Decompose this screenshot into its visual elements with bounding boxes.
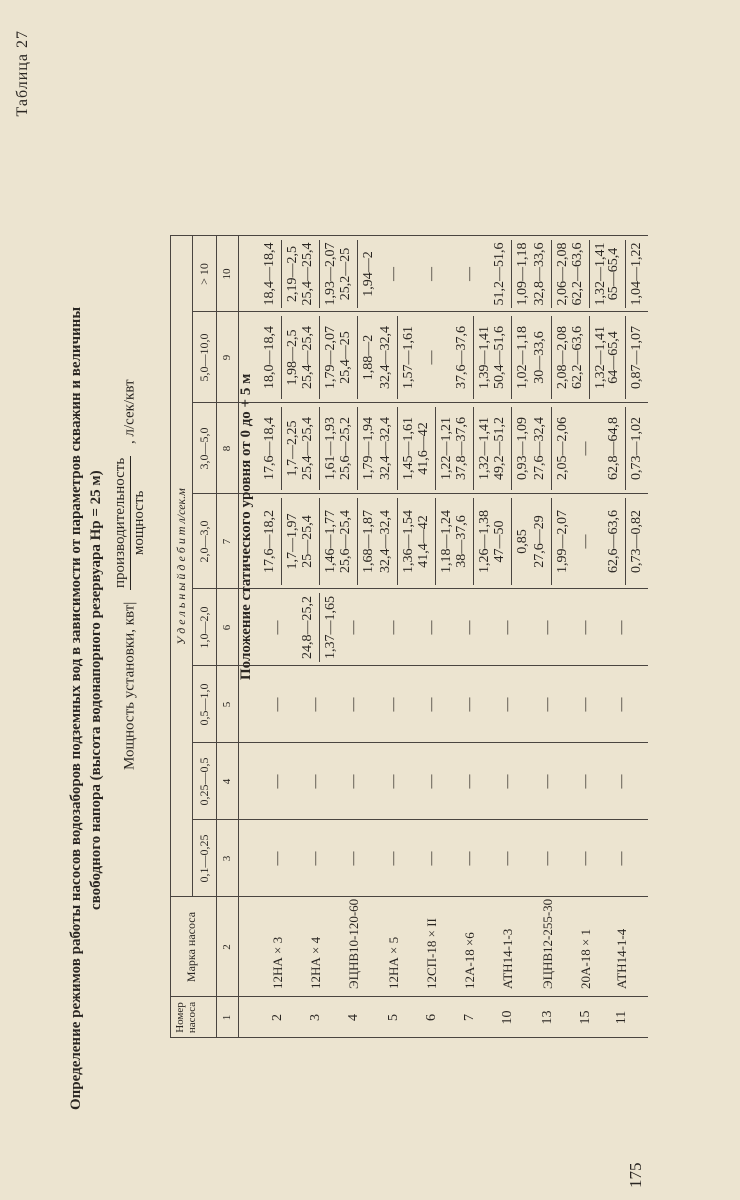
cell-ratio-range: 1,61—1,93 (323, 417, 338, 480)
header-pump-number: Номер насоса (174, 1001, 198, 1034)
cell-ratio-range: 1,79—1,94 (361, 417, 376, 480)
table-cell-dash: — (346, 620, 361, 635)
table-cell-fraction (300, 593, 339, 662)
cell-capacity-range: 25,4—25,4 (300, 316, 320, 399)
table-cell-dash: — (462, 267, 477, 281)
cell-capacity-range: 27,6—29 (532, 498, 552, 585)
table-cell-fraction (606, 316, 645, 399)
cell-capacity-range: 32,4—32,4 (378, 407, 398, 490)
table-cell-dash: — (500, 774, 515, 789)
header-range: > 10 (197, 263, 211, 285)
cell-ratio-range: 1,36—1,54 (401, 510, 416, 573)
row-pump-number: 13 (540, 1010, 555, 1025)
cell-ratio-range: 2,05—2,06 (555, 417, 570, 480)
cell-ratio-range: 0,73—0,82 (629, 510, 644, 573)
table-cell-dash: — (614, 620, 629, 635)
cell-capacity-range: 65—65,4 (606, 240, 626, 308)
table-cell-fraction (416, 498, 455, 585)
cell-capacity-range: 27,6—32,4 (532, 407, 552, 490)
cell-ratio-range: 1,7—1,97 (285, 513, 300, 570)
row-pump-number: 2 (270, 1014, 285, 1021)
row-pump-brand: 12НА × 3 (270, 936, 285, 989)
table-cell-fraction (532, 407, 571, 490)
table-cell-dash: — (424, 350, 439, 365)
table-cell-fraction (262, 498, 301, 585)
table-label: Таблица 27 (14, 30, 31, 117)
formula-denominator: мощность (131, 490, 147, 556)
table-cell-fraction (338, 498, 377, 585)
table-cell-fraction (454, 407, 493, 490)
formula-fraction (112, 456, 148, 590)
table-cell-dash: — (614, 774, 629, 789)
table-cell-dash: — (424, 697, 439, 712)
header-column-number: 1 (221, 1014, 233, 1021)
group-header-rule (192, 236, 193, 897)
table-cell-dash: — (578, 697, 593, 712)
table-cell-dash: — (462, 620, 477, 635)
cell-ratio-range: 1,68—1,87 (361, 510, 376, 573)
column-rule (170, 1037, 648, 1038)
header-column-number: 7 (221, 538, 233, 545)
cell-ratio-range: 1,22—1,21 (439, 417, 454, 480)
cell-capacity-range: 25,6—25,4 (338, 498, 358, 585)
table-cell-dash: — (578, 534, 593, 549)
cell-capacity-range: 32,4—32,4 (378, 498, 398, 585)
table-cell-dash: — (500, 851, 515, 866)
table-cell-fraction (606, 498, 645, 585)
cell-ratio-range: 1,57—1,61 (401, 326, 416, 389)
cell-ratio-range: 2,19—2,5 (285, 246, 300, 302)
column-rule (170, 896, 648, 897)
cell-capacity-range: 17,6—18,4 (262, 407, 282, 490)
table-cell-dash: — (386, 267, 401, 281)
cell-capacity-range: 64—65,4 (606, 316, 626, 399)
table-cell-dash: — (270, 774, 285, 789)
table-cell-fraction (378, 407, 417, 490)
table-cell-dash: — (424, 267, 439, 281)
table-cell-dash: — (386, 620, 401, 635)
header-column-number: 3 (221, 855, 233, 862)
cell-ratio-range: 1,18—1,24 (439, 510, 454, 573)
header-range: 0,5—1,0 (197, 683, 211, 726)
table-cell-dash: — (614, 697, 629, 712)
header-range: 0,1—0,25 (197, 834, 211, 883)
header-pump-brand: Марка насоса (184, 911, 198, 983)
cell-capacity-range: 25,4—25,4 (300, 407, 320, 490)
cell-ratio-range: 1,7—2,25 (285, 420, 300, 477)
row-pump-number: 4 (346, 1014, 361, 1021)
header-column-number: 4 (221, 778, 233, 785)
header-group-specific-yield: У д е л ь н ы й д е б и т л/сек.м (174, 488, 188, 645)
cell-ratio-range: 1,99—2,07 (555, 510, 570, 573)
table-cell-dash: — (308, 774, 323, 789)
cell-ratio-range: 0,93—1,09 (515, 417, 530, 480)
table-title-line-1: Определение режимов работы насосов водозаборов подземных вод в зависимости от параметров скважин и величины (68, 306, 84, 1110)
table-cell-fraction (492, 316, 531, 399)
table-cell-dash: — (270, 851, 285, 866)
table-cell-fraction (454, 316, 493, 399)
table-cell-dash: — (578, 441, 593, 456)
cell-capacity-range: 25,6—25,2 (338, 407, 358, 490)
cell-ratio-range: 1,98—2,5 (285, 329, 300, 386)
cell-ratio-range: 1,37—1,65 (323, 596, 338, 659)
cell-ratio-range: 2,08—2,08 (555, 326, 570, 389)
table-cell-fraction (262, 240, 301, 308)
cell-capacity-range: 25—25,4 (300, 498, 320, 585)
cell-ratio-range: 0,73—1,02 (629, 417, 644, 480)
table-cell-dash: — (386, 851, 401, 866)
cell-capacity-range: 41,6—42 (416, 407, 436, 490)
header-column-number: 9 (221, 354, 233, 361)
cell-capacity-range: 18,0—18,4 (262, 316, 282, 399)
cell-capacity-range: 37,6—37,6 (454, 316, 474, 399)
table-cell-dash: — (386, 697, 401, 712)
table-cell-dash: — (462, 697, 477, 712)
cell-capacity-range: 47—50 (492, 498, 512, 585)
table-cell-fraction (300, 316, 339, 399)
table-cell-dash: — (540, 851, 555, 866)
row-pump-brand: 20А-18 × 1 (578, 928, 593, 989)
table-cell-dash: — (386, 774, 401, 789)
page-number: 175 (626, 1162, 645, 1188)
cell-capacity-range: 38—37,6 (454, 498, 474, 585)
range-header-rule (216, 236, 217, 1038)
table-cell-dash: — (614, 851, 629, 866)
table-cell-fraction (378, 498, 417, 585)
table-cell-fraction (606, 240, 645, 308)
table-title-line-2: свободного напора (высота водонапорного резервуара Hр = 25 м) (88, 470, 104, 910)
cell-ratio-range: 2,06—2,08 (555, 242, 570, 306)
header-column-number: 8 (221, 445, 233, 452)
cell-capacity-range: 62,6—63,6 (606, 498, 626, 585)
table-cell-dash: — (462, 774, 477, 789)
column-rule (170, 996, 648, 997)
header-column-number: 6 (221, 624, 233, 631)
cell-capacity-range: 30—33,6 (532, 316, 552, 399)
section-title: Положение статического уровня от 0 до + 5 м (238, 373, 254, 680)
row-pump-number: 15 (578, 1010, 593, 1025)
table-cell-dash: — (270, 697, 285, 712)
table-cell-fraction (570, 240, 609, 308)
formula (112, 379, 148, 770)
row-pump-number: 10 (500, 1010, 515, 1025)
formula-prefix: Мощность установки, квт| (121, 601, 138, 770)
cell-capacity-range: 62,2—63,6 (570, 316, 590, 399)
cell-capacity-range: 32,4—32,4 (378, 316, 398, 399)
table-cell-fraction (570, 316, 609, 399)
cell-ratio-range: 1,88—2 (361, 334, 376, 381)
table-cell-dash: — (346, 774, 361, 789)
row-pump-brand: АТН14-1-3 (500, 928, 515, 989)
cell-capacity-range: 51,2—51,6 (492, 240, 512, 308)
cell-ratio-range: 0,87—1,07 (629, 326, 644, 389)
header-column-number: 10 (221, 268, 233, 280)
header-column-number: 2 (221, 944, 233, 950)
table-cell-dash: — (578, 774, 593, 789)
cell-capacity-range: 25,2—25 (338, 240, 358, 308)
table-cell-dash: — (462, 851, 477, 866)
table-cell-dash: — (346, 697, 361, 712)
table-cell-fraction (492, 498, 531, 585)
table-cell-fraction (300, 407, 339, 490)
table-cell-dash: — (578, 620, 593, 635)
table-cell-fraction (532, 240, 571, 308)
table-cell-dash: — (424, 620, 439, 635)
table-cell-fraction (454, 498, 493, 585)
row-pump-number: 5 (386, 1014, 401, 1021)
table-cell-fraction (300, 498, 339, 585)
row-pump-brand: АТН14-1-4 (614, 928, 629, 989)
cell-capacity-range: 32,8—33,6 (532, 240, 552, 308)
cell-ratio-range: 1,04—1,22 (629, 242, 644, 306)
header-range: 0,25—0,5 (197, 757, 211, 806)
column-rule (170, 235, 648, 236)
table-cell-fraction (338, 240, 377, 308)
table-top-rule (170, 236, 171, 1038)
cell-ratio-range: 1,32—1,41 (477, 417, 492, 480)
cell-capacity-range: 37,8—37,6 (454, 407, 474, 490)
table-cell-fraction (492, 407, 531, 490)
table-cell-dash: — (540, 620, 555, 635)
row-pump-number: 7 (462, 1014, 477, 1021)
cell-capacity-range: 41,4—42 (416, 498, 436, 585)
cell-ratio-range: 1,02—1,18 (515, 326, 530, 389)
row-pump-brand: ЭЦНВ10-120-60 (346, 898, 361, 989)
table-cell-dash: — (540, 697, 555, 712)
cell-ratio-range: 1,45—1,61 (401, 417, 416, 480)
row-pump-brand: 12НА × 5 (386, 936, 401, 989)
cell-ratio-range: 1,94—2 (361, 251, 376, 297)
table-cell-fraction (416, 407, 455, 490)
cell-ratio-range: 1,09—1,18 (515, 242, 530, 306)
cell-ratio-range: 1,46—1,77 (323, 510, 338, 573)
table-cell-dash: — (578, 851, 593, 866)
cell-ratio-range: 0,85 (515, 529, 530, 554)
row-pump-brand: 12А-18 ×6 (462, 932, 477, 989)
formula-suffix: , л/сек/квт (121, 379, 138, 445)
header-range: 2,0—3,0 (197, 520, 211, 563)
row-pump-brand: ЭЦНВ12-255-30 (540, 898, 555, 989)
cell-capacity-range: 62,2—63,6 (570, 240, 590, 308)
cell-ratio-range: 1,93—2,07 (323, 242, 338, 306)
table-cell-fraction (338, 316, 377, 399)
cell-capacity-range: 25,4—25,4 (300, 240, 320, 308)
row-pump-number: 11 (614, 1010, 629, 1025)
row-pump-number: 3 (308, 1014, 323, 1021)
cell-capacity-range: 49,2—51,2 (492, 407, 512, 490)
row-pump-brand: 12СП-18 × II (424, 918, 439, 989)
table-cell-fraction (532, 316, 571, 399)
table-cell-dash: — (500, 697, 515, 712)
table-cell-fraction (378, 316, 417, 399)
table-cell-fraction (262, 407, 301, 490)
table-cell-dash: — (500, 620, 515, 635)
row-pump-number: 6 (424, 1014, 439, 1021)
table-cell-dash: — (308, 851, 323, 866)
header-range: 3,0—5,0 (197, 427, 211, 470)
table-cell-dash: — (270, 620, 285, 635)
cell-ratio-range: 1,79—2,07 (323, 326, 338, 389)
header-range: 1,0—2,0 (197, 606, 211, 649)
header-range: 5,0—10,0 (197, 333, 211, 382)
cell-capacity-range: 50,4—51,6 (492, 316, 512, 399)
cell-ratio-range: 1,39—1,41 (477, 326, 492, 389)
cell-ratio-range: 1,32—1,41 (593, 326, 608, 389)
table-cell-dash: — (424, 774, 439, 789)
cell-ratio-range: 1,26—1,38 (477, 510, 492, 573)
table-cell-fraction (606, 407, 645, 490)
table-cell-fraction (300, 240, 339, 308)
column-rule (192, 311, 648, 312)
formula-numerator: производительность (112, 456, 131, 590)
table-cell-dash: — (424, 851, 439, 866)
table-cell-dash: — (308, 697, 323, 712)
cell-capacity-range: 62,8—64,8 (606, 407, 626, 490)
cell-capacity-range: 25,4—25 (338, 316, 358, 399)
table-cell-fraction (338, 407, 377, 490)
table-cell-fraction (532, 498, 571, 585)
cell-capacity-range: 18,4—18,4 (262, 240, 282, 308)
cell-ratio-range: 1,32—1,41 (593, 242, 608, 306)
header-column-number: 5 (221, 701, 233, 708)
table-cell-fraction (262, 316, 301, 399)
cell-capacity-range: 17,6—18,2 (262, 498, 282, 585)
table-cell-dash: — (540, 774, 555, 789)
table-cell-fraction (492, 240, 531, 308)
row-pump-brand: 12НА × 4 (308, 936, 323, 989)
table-cell-dash: — (346, 851, 361, 866)
cell-capacity-range: 24,8—25,2 (300, 593, 320, 662)
